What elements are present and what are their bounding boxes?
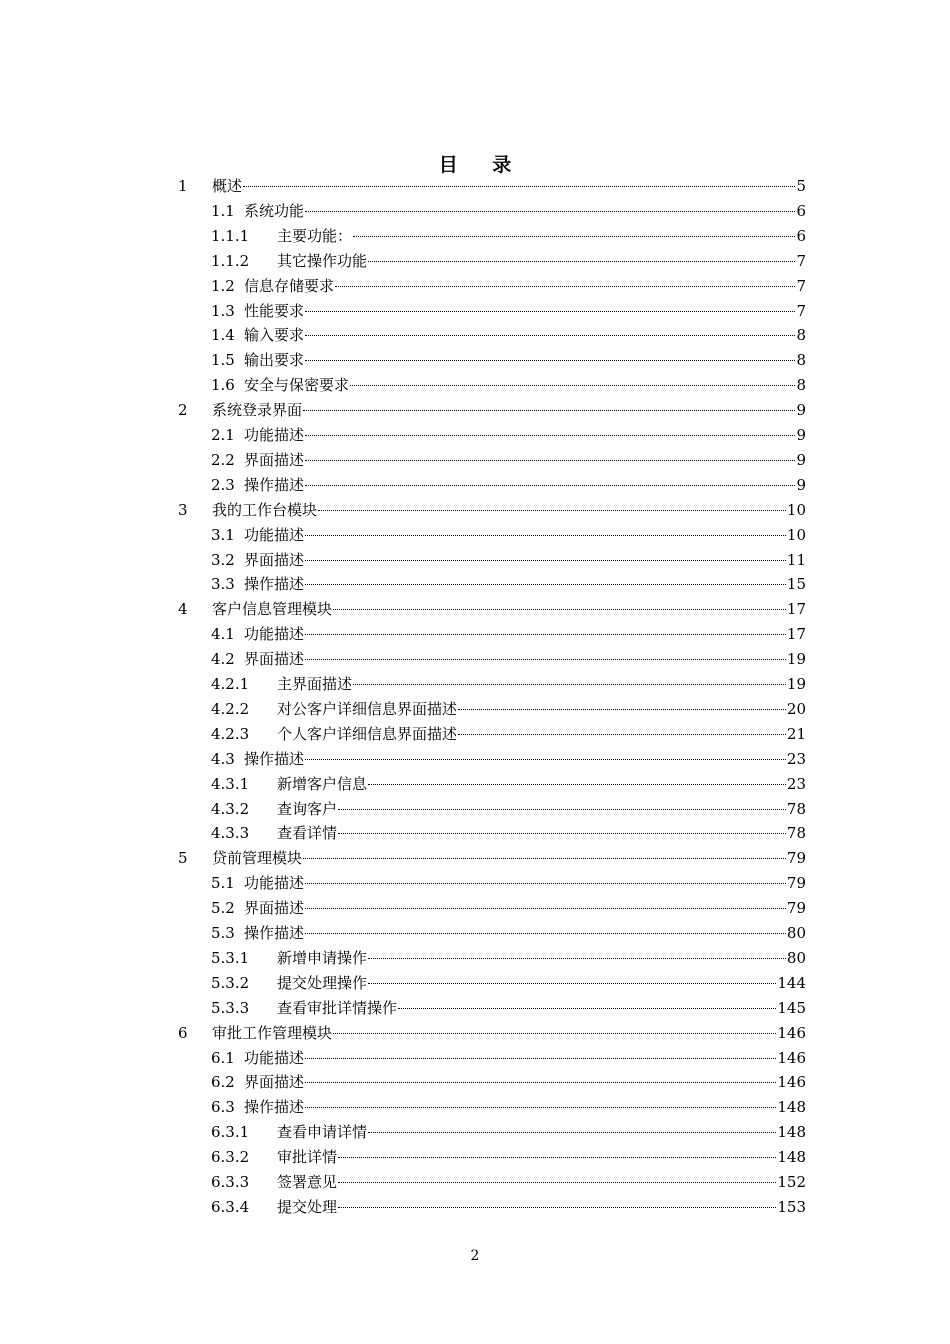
toc-entry-number: 2: [178, 401, 188, 420]
toc-entry-number: 4.3.1: [211, 774, 250, 793]
toc-entry-title: 其它操作功能: [277, 251, 368, 270]
toc-entry[interactable]: [211, 946, 806, 971]
toc-entry-number: 1.6: [211, 376, 235, 395]
toc-entry-title: 查看详情: [277, 824, 338, 843]
toc-entry[interactable]: [211, 697, 806, 722]
toc-entry-number: 5.2: [211, 899, 235, 918]
toc-entry-number: 6.1: [211, 1048, 235, 1067]
toc-entry-page: 5: [796, 177, 806, 195]
toc-entry-title: 主要功能：: [277, 226, 353, 245]
toc-entry-page: 79: [786, 899, 806, 918]
toc-entry[interactable]: [211, 772, 806, 797]
toc-entry[interactable]: [211, 523, 806, 548]
toc-entry[interactable]: [211, 996, 806, 1021]
dot-leader: [303, 858, 786, 859]
toc-entry-number: 2.2: [211, 450, 235, 469]
toc-entry[interactable]: [211, 821, 806, 846]
toc-entry-title: 查看申请详情: [277, 1123, 368, 1142]
toc-entry-page: 153: [777, 1197, 806, 1216]
toc-entry[interactable]: [211, 1095, 806, 1120]
toc-entry-number: 3.3: [211, 575, 235, 594]
toc-entry-title: 界面描述: [244, 650, 305, 669]
toc-entry-page: 19: [786, 650, 806, 669]
toc-entry[interactable]: [211, 572, 806, 597]
toc-entry-page: 148: [777, 1098, 806, 1117]
toc-entry-page: 9: [796, 426, 806, 444]
dot-leader: [305, 1082, 776, 1083]
toc-entry-page: 9: [796, 401, 806, 420]
toc-entry[interactable]: [211, 797, 806, 822]
toc-entry-number: 4.3: [211, 749, 235, 768]
dot-leader: [243, 186, 795, 187]
toc-entry-page: 17: [786, 600, 806, 619]
toc-entry-title: 新增客户信息: [277, 774, 368, 793]
toc-entry-title: 签署意见: [277, 1173, 338, 1191]
toc-entry-page: 10: [786, 525, 806, 544]
toc-entry-page: 19: [786, 675, 806, 693]
dot-leader: [398, 1008, 776, 1009]
dot-leader: [458, 734, 786, 735]
toc-entry-page: 9: [796, 450, 806, 469]
toc-entry-number: 4.2.1: [211, 675, 250, 693]
toc-entry-page: 79: [786, 874, 806, 893]
toc-entry-page: 10: [786, 500, 806, 519]
toc-entry-title: 贷前管理模块: [212, 849, 303, 868]
toc-entry[interactable]: [211, 1195, 806, 1220]
toc-entry-page: 80: [786, 948, 806, 967]
toc-entry[interactable]: [211, 548, 806, 573]
toc-entry-page: 15: [786, 575, 806, 594]
dot-leader: [338, 1182, 776, 1183]
toc-entry-title: 新增申请操作: [277, 948, 368, 967]
toc-entry-title: 安全与保密要求: [244, 376, 350, 395]
toc-entry-title: 操作描述: [244, 1098, 305, 1117]
dot-leader: [305, 211, 795, 212]
toc-entry-number: 1.1.1: [211, 226, 250, 245]
toc-entry-page: 146: [777, 1073, 806, 1092]
dot-leader: [305, 659, 786, 660]
toc-entry[interactable]: [178, 174, 806, 199]
toc-entry-number: 1.1: [211, 201, 235, 220]
toc-entry-number: 6.3.4: [211, 1197, 250, 1216]
toc-entry-number: 6.3.1: [211, 1123, 250, 1142]
toc-entry-title: 审批详情: [277, 1148, 338, 1167]
toc-entry-page: 78: [786, 799, 806, 818]
dot-leader: [305, 460, 795, 461]
toc-entry[interactable]: [178, 398, 806, 423]
toc-entry-title: 输出要求: [244, 351, 305, 370]
toc-entry-number: 4.3.3: [211, 824, 250, 843]
toc-entry-title: 个人客户详细信息界面描述: [277, 724, 458, 743]
toc-entry-page: 152: [777, 1173, 806, 1191]
toc-entry[interactable]: [211, 672, 806, 697]
toc-entry-page: 6: [796, 201, 806, 220]
dot-leader: [458, 709, 786, 710]
toc-entry[interactable]: [178, 498, 806, 523]
toc-title: 目 录: [438, 154, 526, 176]
dot-leader: [303, 410, 795, 411]
toc-entry-title: 操作描述: [244, 749, 305, 768]
toc-entry-title: 功能描述: [244, 426, 305, 444]
toc-entry-title: 功能描述: [244, 525, 305, 544]
toc-entry[interactable]: [211, 647, 806, 672]
toc-entry-title: 界面描述: [244, 899, 305, 918]
dot-leader: [305, 485, 795, 486]
dot-leader: [305, 435, 795, 436]
toc-entry-page: 17: [786, 625, 806, 644]
toc-entry-page: 6: [796, 226, 806, 245]
toc-entry-number: 6.3.2: [211, 1148, 250, 1167]
toc-entry-number: 6: [178, 1023, 188, 1042]
toc-entry-page: 7: [796, 276, 806, 295]
toc-entry[interactable]: [211, 299, 806, 324]
dot-leader: [305, 311, 795, 312]
toc-entry-page: 21: [786, 724, 806, 743]
dot-leader: [368, 784, 786, 785]
toc-entry-page: 144: [777, 973, 806, 992]
toc-entry-page: 8: [796, 351, 806, 370]
dot-leader: [338, 1207, 776, 1208]
dot-leader: [335, 286, 795, 287]
toc-entry-number: 5.3.3: [211, 998, 250, 1017]
toc-entry-title: 查询客户: [277, 799, 338, 818]
toc-entry-title: 操作描述: [244, 575, 305, 594]
toc-entry-title: 界面描述: [244, 1073, 305, 1092]
toc-entry-page: 8: [796, 376, 806, 395]
dot-leader: [368, 1132, 776, 1133]
page-number: 2: [470, 1248, 480, 1264]
toc-entry-number: 3.1: [211, 525, 235, 544]
toc-entry-title: 功能描述: [244, 874, 305, 893]
toc-entry-title: 操作描述: [244, 475, 305, 494]
dot-leader: [305, 1058, 776, 1059]
toc-entry-title: 查看审批详情操作: [277, 998, 398, 1017]
toc-entry[interactable]: [211, 1120, 806, 1145]
toc-entry[interactable]: [211, 199, 806, 224]
toc-entry-number: 4.3.2: [211, 799, 250, 818]
toc-entry-page: 11: [786, 550, 806, 569]
toc-entry-number: 1: [178, 177, 188, 195]
toc-entry-title: 概述: [212, 177, 243, 195]
toc-entry-title: 功能描述: [244, 1048, 305, 1067]
toc-entry[interactable]: [211, 1046, 806, 1071]
toc-entry-page: 80: [786, 924, 806, 942]
toc-entry-title: 审批工作管理模块: [212, 1023, 333, 1042]
dot-leader: [368, 261, 795, 262]
toc-entry[interactable]: [211, 896, 806, 921]
dot-leader: [305, 634, 786, 635]
toc-entry[interactable]: [211, 249, 806, 274]
toc-entry-page: 146: [777, 1048, 806, 1067]
toc-entry-number: 1.5: [211, 351, 235, 370]
toc-entry[interactable]: [211, 1170, 806, 1195]
dot-leader: [353, 684, 786, 685]
dot-leader: [305, 584, 786, 585]
toc-entry-number: 5.3: [211, 924, 235, 942]
dot-leader: [333, 1033, 776, 1034]
toc-entry[interactable]: [211, 473, 806, 498]
dot-leader: [305, 1107, 776, 1108]
toc-entry-page: 78: [786, 824, 806, 843]
toc-entry[interactable]: [211, 348, 806, 373]
toc-entry[interactable]: [211, 722, 806, 747]
toc-entry-title: 客户信息管理模块: [212, 600, 333, 619]
toc-entry-number: 2.3: [211, 475, 235, 494]
dot-leader: [338, 1157, 776, 1158]
toc-entry[interactable]: [211, 921, 806, 946]
toc-entry-title: 主界面描述: [277, 675, 353, 693]
toc-entry-page: 23: [786, 774, 806, 793]
toc-entry-page: 7: [796, 251, 806, 270]
toc-entry-page: 146: [777, 1023, 806, 1042]
dot-leader: [305, 335, 795, 336]
toc-entry-title: 界面描述: [244, 450, 305, 469]
toc-entry[interactable]: [211, 423, 806, 448]
toc-entry-page: 145: [777, 998, 806, 1017]
dot-leader: [353, 236, 795, 237]
toc-entry[interactable]: [211, 1145, 806, 1170]
toc-entry-number: 1.4: [211, 326, 235, 345]
toc-entry[interactable]: [211, 747, 806, 772]
toc-entry[interactable]: [178, 597, 806, 622]
dot-leader: [305, 933, 786, 934]
dot-leader: [305, 883, 786, 884]
toc-entry-number: 4: [178, 600, 188, 619]
toc-entry-number: 5: [178, 849, 188, 868]
toc-entry-number: 5.3.1: [211, 948, 250, 967]
dot-leader: [350, 385, 795, 386]
toc-entry-number: 5.1: [211, 874, 235, 893]
dot-leader: [305, 759, 786, 760]
toc-entry[interactable]: [211, 274, 806, 299]
dot-leader: [368, 958, 786, 959]
toc-entry[interactable]: [211, 224, 806, 249]
toc-entry-title: 提交处理: [277, 1197, 338, 1216]
dot-leader: [305, 908, 786, 909]
toc-entry-number: 2.1: [211, 426, 235, 444]
dot-leader: [368, 983, 776, 984]
toc-entry-title: 信息存储要求: [244, 276, 335, 295]
toc-entry-title: 我的工作台模块: [212, 500, 318, 519]
toc-entry-title: 系统功能: [244, 201, 305, 220]
dot-leader: [338, 833, 786, 834]
toc-entry[interactable]: [211, 373, 806, 398]
dot-leader: [305, 535, 786, 536]
toc-entry-page: 20: [786, 699, 806, 718]
toc-entry-number: 3.2: [211, 550, 235, 569]
toc-entry-page: 148: [777, 1148, 806, 1167]
toc-entry-page: 9: [796, 475, 806, 494]
toc-entry-number: 6.2: [211, 1073, 235, 1092]
dot-leader: [338, 809, 786, 810]
toc-entry[interactable]: [211, 971, 806, 996]
toc-entry[interactable]: [211, 871, 806, 896]
toc-entry-number: 3: [178, 500, 188, 519]
toc-entry-page: 8: [796, 326, 806, 345]
toc-entry-number: 6.3.3: [211, 1173, 250, 1191]
toc-entry-title: 对公客户详细信息界面描述: [277, 699, 458, 718]
toc-entry-title: 操作描述: [244, 924, 305, 942]
toc-entry-number: 4.1: [211, 625, 235, 644]
toc-entry-number: 5.3.2: [211, 973, 250, 992]
toc-entry-number: 1.2: [211, 276, 235, 295]
toc-entry-title: 输入要求: [244, 326, 305, 345]
toc-entry-number: 6.3: [211, 1098, 235, 1117]
toc-entry[interactable]: [178, 1021, 806, 1046]
toc-entry[interactable]: [211, 448, 806, 473]
toc-entry-page: 7: [796, 301, 806, 320]
toc-entry-title: 性能要求: [244, 301, 305, 320]
toc-entry-number: 1.1.2: [211, 251, 250, 270]
toc-entry-title: 系统登录界面: [212, 401, 303, 420]
toc-entry[interactable]: [211, 323, 806, 348]
toc-entry[interactable]: [178, 846, 806, 871]
toc-entry-number: 4.2.2: [211, 699, 250, 718]
dot-leader: [305, 560, 786, 561]
toc-entry-title: 提交处理操作: [277, 973, 368, 992]
toc-entry-number: 1.3: [211, 301, 235, 320]
toc-entry-page: 23: [786, 749, 806, 768]
toc-entry-title: 功能描述: [244, 625, 305, 644]
dot-leader: [333, 609, 786, 610]
toc-entry-title: 界面描述: [244, 550, 305, 569]
toc-entry-number: 4.2.3: [211, 724, 250, 743]
toc-entry[interactable]: [211, 622, 806, 647]
dot-leader: [318, 510, 786, 511]
toc-entry[interactable]: [211, 1070, 806, 1095]
toc-entry-number: 4.2: [211, 650, 235, 669]
toc-entry-page: 148: [777, 1123, 806, 1142]
dot-leader: [305, 360, 795, 361]
toc-entry-page: 79: [786, 849, 806, 868]
